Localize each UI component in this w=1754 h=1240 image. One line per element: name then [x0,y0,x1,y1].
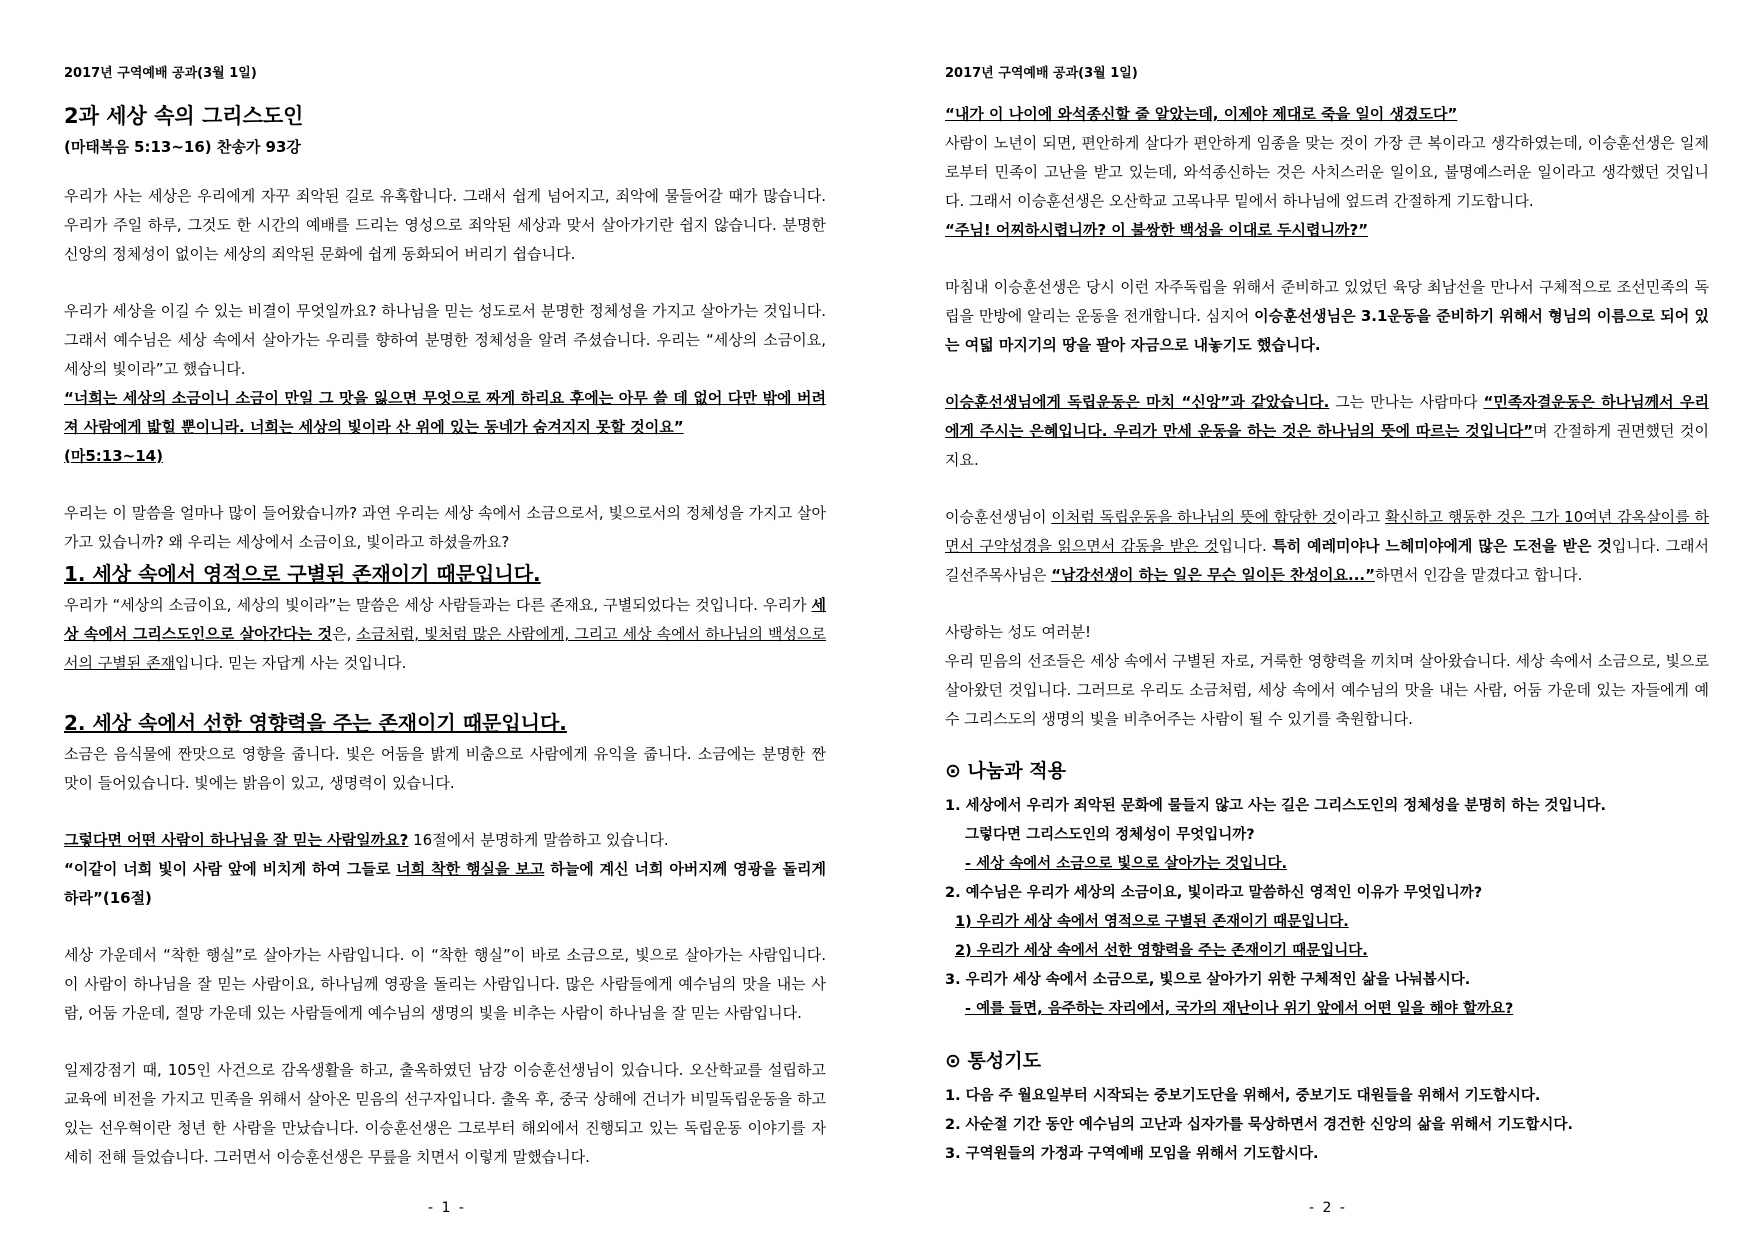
page-number: - 2 - [1309,1200,1347,1216]
secret-paragraph: 우리가 세상을 이길 수 있는 비결이 무엇일까요? 하나님을 믿는 성도로서 분명한 정체성을 가지고 살아가는 것입니다. 그래서 예수님은 세상 속에서 살아가는 우리를 향하여 분명한 정체성을 알려 주셨습니다. 우리는 “세상의 소금이요, 세상의 빛이라”고 했습니다. [64,302,826,378]
quote-16-underline: 너희 착한 행실을 보고 [396,860,545,878]
sharing-item-1-question: 그렇다면 그리스도인의 정체성이 무엇입니까? [965,827,1255,843]
independence-text: 마침내 이승훈선생은 당시 이런 자주독립을 위해서 준비하고 있었던 육당 최남선을 만나서 구체적으로 조선민족의 독립을 만방에 알리는 운동을 전개합니다. 심지어 [945,278,1709,325]
sharing-item-2-answer-1: 1) 우리가 세상 속에서 영적으로 구별된 존재이기 때문입니다. [955,914,1349,930]
conviction-text-2: 이라고 [1336,508,1386,526]
sharing-item-3-example: - 예를 들면, 음주하는 자리에서, 국가의 재난이나 위기 앞에서 어떤 일을 해야 할까요? [965,1001,1514,1017]
intro-paragraph: 우리가 사는 세상은 우리에게 자꾸 죄악된 길로 유혹합니다. 그래서 쉽게 넘어지고, 죄악에 물들어갈 때가 많습니다. 우리가 주일 하루, 그것도 한 시간의 예배를 드리는 영성으로 죄악된 세상과 맞서 살아가기란 쉽지 않습니다. 분명한 신앙의 정체성이 없이는 세상의 죄악된 문화에 쉽게 동화되어 버리기 쉽습니다. [64,187,826,263]
sharing-item-1: 1. 세상에서 우리가 죄악된 문화에 물들지 않고 사는 길은 그리스도인의 정체성을 분명히 하는 것입니다. [945,798,1607,814]
conviction-text-5: 하면서 인감을 맡겼다고 합니다. [1374,566,1583,584]
point-1-heading: 1. 세상 속에서 영적으로 구별된 존재이기 때문입니다. [64,562,541,586]
prayer-item-2: 2. 사순절 기간 동안 예수님의 고난과 십자가를 묵상하면서 경건한 신앙의 삶을 위해서 기도합시다. [945,1117,1573,1133]
conviction-underline-2: 확신하고 행동한 것은 그가 10여년 감옥살이를 하면서 구약성경을 읽으면서 감동을 받은 것 [945,508,1709,555]
prayer-item-3: 3. 구역원들의 가정과 구역예배 모임을 위해서 기도합시다. [945,1146,1319,1162]
independence-paragraph [945,273,1709,360]
conviction-underline: 이처럼 독립운동을 하나님의 뜻에 합당한 것 [1051,508,1337,526]
conviction-text: 이승훈선생님이 [945,508,1052,526]
conviction-emphasis: 특히 예레미야나 느헤미야에게 많은 도전을 받은 것 [1272,537,1612,555]
question-paragraph: 우리는 이 말씀을 얼마나 많이 들어왔습니까? 과연 우리는 세상 속에서 소금으로서, 빛으로서의 정체성을 가지고 살아가고 있습니까? 왜 우리는 세상에서 소금이요, 빛이라고 하셨을까요? [64,504,826,551]
question-16-emphasis: 그렇다면 어떤 사람이 하나님을 잘 믿는 사람일까요? [64,831,409,849]
conviction-text-4: 입니다. 그래서 길선주목사님은 [945,537,1709,584]
scripture-quote-16 [64,855,826,913]
scripture-quote: “너희는 세상의 소금이니 소금이 만일 그 맛을 잃으면 무엇으로 짜게 하리요 후에는 아무 쓸 데 없어 다만 밖에 버려져 사람에게 밟힐 뿐이니라. 너희는 세상의 빛이라 산 위에 있는 동네가 숨겨지지 못할 것이요” [64,389,826,436]
faith-paragraph [945,388,1709,475]
story-paragraph: 일제강점기 때, 105인 사건으로 감옥생활을 하고, 출옥하였던 남강 이승훈선생님이 있습니다. 오산학교를 설립하고 교육에 비전을 가지고 민족을 위해서 살아온 믿음의 선구자입니다. 출옥 후, 중국 상해에 건너가 비밀독립운동을 하고 있는 선우혁이란 청년 한 사람을 만났습니다. 이승훈선생은 그로부터 해외에서 진행되고 있는 독립운동 이야기를 자세히 전해 들었습니다. 그러면서 이승훈선생은 무릎을 치면서 이렇게 말했습니다. [64,1061,826,1166]
page-1-content [64,100,826,1172]
prayer-quote: “주님! 어찌하시렵니까? 이 불쌍한 백성을 이대로 두시렵니까?” [945,221,1369,239]
lee-paragraph: 사람이 노년이 되면, 편안하게 살다가 편안하게 임종을 맞는 것이 가장 큰 복이라고 생각하였는데, 이승훈선생은 일제로부터 민족이 고난을 받고 있는데, 와석종신하는 것은 사치스러운 일이요, 불명예스러운 일이라고 생각했던 것입니다. 그래서 이승훈선생은 오산학교 고목나무 밑에서 하나님에 엎드려 간절하게 기도합니다. [945,134,1709,210]
point-1-underline: 소금처럼, 빛처럼 많은 사람에게, 그리고 세상 속에서 하나님의 백성으로서의 구별된 존재 [64,625,826,672]
page-header: 2017년 구역예배 공과(3월 1일) [945,66,1138,81]
prayer-item-1: 1. 다음 주 월요일부터 시작되는 중보기도단을 위해서, 중보기도 대원들을 위해서 기도합시다. [945,1088,1541,1104]
point-1-paragraph [64,591,826,678]
point-1-text-2: 은, [332,625,357,643]
conviction-text-3: 입니다. [1218,537,1273,555]
question-16 [64,826,826,855]
sharing-item-1-answer: - 세상 속에서 소금으로 빛으로 살아가는 것입니다. [965,856,1287,872]
sharing-item-3: 3. 우리가 세상 속에서 소금으로, 빛으로 살아가기 위한 구체적인 삶을 나눠봅시다. [945,972,1471,988]
greeting: 사랑하는 성도 여러분! [945,623,1091,641]
point-2-paragraph: 소금은 음식물에 짠맛으로 영향을 줍니다. 빛은 어둠을 밝게 비춤으로 사람에게 유익을 줍니다. 소금에는 분명한 짠 맛이 들어있습니다. 빛에는 밝음이 있고, 생명력이 있습니다. [64,745,826,792]
independence-emphasis: 이승훈선생님은 3.1운동을 준비하기 위해서 형님의 이름으로 되어 있는 여덟 마지기의 땅을 팔아 자금으로 내놓기도 했습니다. [945,307,1709,354]
page-2-content [945,100,1709,1169]
good-deeds-paragraph: 세상 가운데서 “착한 행실”로 살아가는 사람입니다. 이 “착한 행실”이 바로 소금으로, 빛으로 살아가는 사람입니다. 이 사람이 하나님을 잘 믿는 사람이요, 하나님께 영광을 돌리는 사람입니다. 많은 사람들에게 예수님의 맛을 내는 사람, 어둠 가운데, 절망 가운데 있는 사람들에게 예수님의 생명의 빛을 비추는 사람이 하나님을 잘 믿는 사람입니다. [64,946,826,1022]
faith-text-2: 며 간절하게 권면했던 것이지요. [945,422,1709,469]
quote-16-part-1: “이같이 너희 빛이 사람 앞에 비치게 하여 그들로 [64,860,397,878]
page-2 [877,0,1754,1240]
quote-16-part-2: 하늘에 계신 너희 아버지께 영광을 돌리게 하라”(16절) [64,860,826,907]
point-1-text-3: 입니다. 믿는 자답게 사는 것입니다. [174,654,407,672]
sharing-item-2: 2. 예수님은 우리가 세상의 소금이요, 빛이라고 말씀하신 영적인 이유가 무엇입니까? [945,885,1483,901]
point-1-emphasis: 세상 속에서 그리스도인으로 살아간다는 것 [64,596,826,643]
sharing-item-2-answer-2: 2) 우리가 세상 속에서 선한 영향력을 주는 존재이기 때문입니다. [955,943,1368,959]
prayer-heading: ⊙ 통성기도 [945,1050,1041,1072]
faith-text: 그는 만나는 사람마다 [1329,393,1484,411]
conviction-paragraph [945,503,1709,590]
scripture-quote-ref: (마5:13~14) [64,447,163,465]
page-number: - 1 - [428,1200,466,1216]
conviction-quote: “남강선생이 하는 일은 무슨 일이든 찬성이요...” [1051,566,1375,584]
faith-emphasis: 이승훈선생님에게 독립운동은 마치 “신앙”과 같았습니다. [945,393,1330,411]
point-2-heading: 2. 세상 속에서 선한 영향력을 주는 존재이기 때문입니다. [64,711,567,735]
point-1-text: 우리가 “세상의 소금이요, 세상의 빛이라”는 말씀은 세상 사람들과는 다른 존재요, 구별되었다는 것입니다. 우리가 [64,596,812,614]
scripture-reference: (마태복음 5:13~16) 찬송가 93강 [64,138,301,156]
blessing-paragraph: 우리 믿음의 선조들은 세상 속에서 구별된 자로, 거룩한 영향력을 끼치며 살아왔습니다. 세상 속에서 소금으로, 빛으로 살아왔던 것입니다. 그러므로 우리도 소금처럼, 세상 속에서 예수님의 맛을 내는 사람, 어둠 가운데 있는 자들에게 예수 그리스도의 생명의 빛을 비추어주는 사람이 될 수 있기를 축원합니다. [945,652,1709,728]
page-header: 2017년 구역예배 공과(3월 1일) [64,66,257,81]
faith-quote: “민족자결운동은 하나님께서 우리에게 주시는 은혜입니다. 우리가 만세 운동을 하는 것은 하나님의 뜻에 따르는 것입니다” [945,393,1710,440]
lesson-title: 2과 세상 속의 그리스도인 [64,104,304,128]
question-16-text: 16절에서 분명하게 말씀하고 있습니다. [408,831,669,849]
quote-lee: “내가 이 나이에 와석종신할 줄 알았는데, 이제야 제대로 죽을 일이 생겼도다” [945,105,1458,123]
sharing-heading: ⊙ 나눔과 적용 [945,760,1066,782]
